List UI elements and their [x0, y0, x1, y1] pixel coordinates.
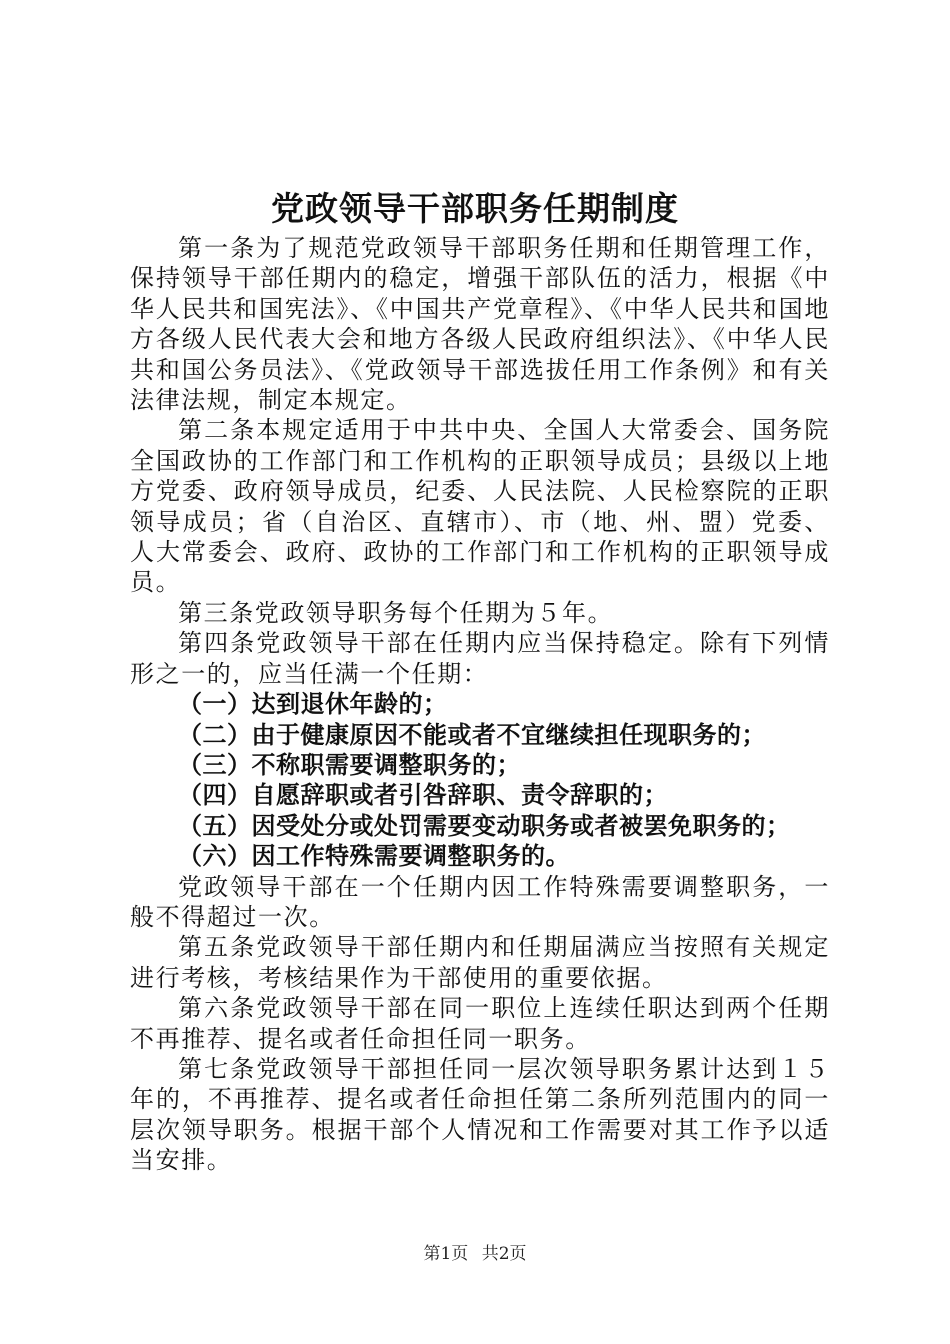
list-item: （五）因受处分或处罚需要变动职务或者被罢免职务的； — [178, 811, 791, 840]
article-2-paragraph: 第二条本规定适用于中共中央、全国人大常委会、国务院全国政协的工作部门和工作机构的正职领导成员；县级以上地方党委、政府领导成员，纪委、人民法院、人民检察院的正职领导成员；省（自治区、直辖市）、市（地、州、盟）党委、人大常委会、政府、政协的工作部门和工作机构的正职领导成员。 — [130, 416, 830, 597]
list-item: （三）不称职需要调整职务的； — [178, 750, 521, 779]
document-title: 党政领导干部职务任期制度 — [271, 189, 679, 228]
article-7-paragraph: 第七条党政领导干部担任同一层次领导职务累计达到１５年的，不再推荐、提名或者任命担任第二条所列范围内的同一层次领导职务。根据干部个人情况和工作需要对其工作予以适当安排。 — [130, 1054, 830, 1175]
list-item: （四）自愿辞职或者引咎辞职、责令辞职的； — [178, 781, 668, 810]
page-number: 第1页 — [423, 1244, 469, 1264]
page-footer — [0, 1243, 950, 1265]
article-4-note-paragraph: 党政领导干部在一个任期内因工作特殊需要调整职务，一般不得超过一次。 — [130, 872, 830, 931]
article-1-paragraph: 第一条为了规范党政领导干部职务任期和任期管理工作，保持领导干部任期内的稳定，增强干部队伍的活力，根据《中华人民共和国宪法》、《中国共产党章程》、《中华人民共和国地方各级人民代表大会和地方各级人民政府组织法》、《中华人民共和国公务员法》、《党政领导干部选拔任用工作条例》和有关法律法规，制定本规定。 — [130, 234, 830, 415]
article-6-paragraph: 第六条党政领导干部在同一职位上连续任职达到两个任期不再推荐、提名或者任命担任同一职务。 — [130, 994, 830, 1053]
article-4-paragraph: 第四条党政领导干部在任期内应当保持稳定。除有下列情形之一的，应当任满一个任期： — [130, 629, 830, 688]
list-item: （一）达到退休年龄的； — [178, 690, 448, 719]
page-total: 共2页 — [481, 1244, 527, 1264]
article-5-paragraph: 第五条党政领导干部任期内和任期届满应当按照有关规定进行考核，考核结果作为干部使用的重要依据。 — [130, 933, 830, 992]
list-item: （六）因工作特殊需要调整职务的。 — [178, 842, 570, 871]
document-body — [130, 233, 830, 1176]
list-item: （二）由于健康原因不能或者不宜继续担任现职务的； — [178, 720, 766, 749]
article-3-paragraph: 第三条党政领导职务每个任期为５年。 — [178, 598, 614, 627]
